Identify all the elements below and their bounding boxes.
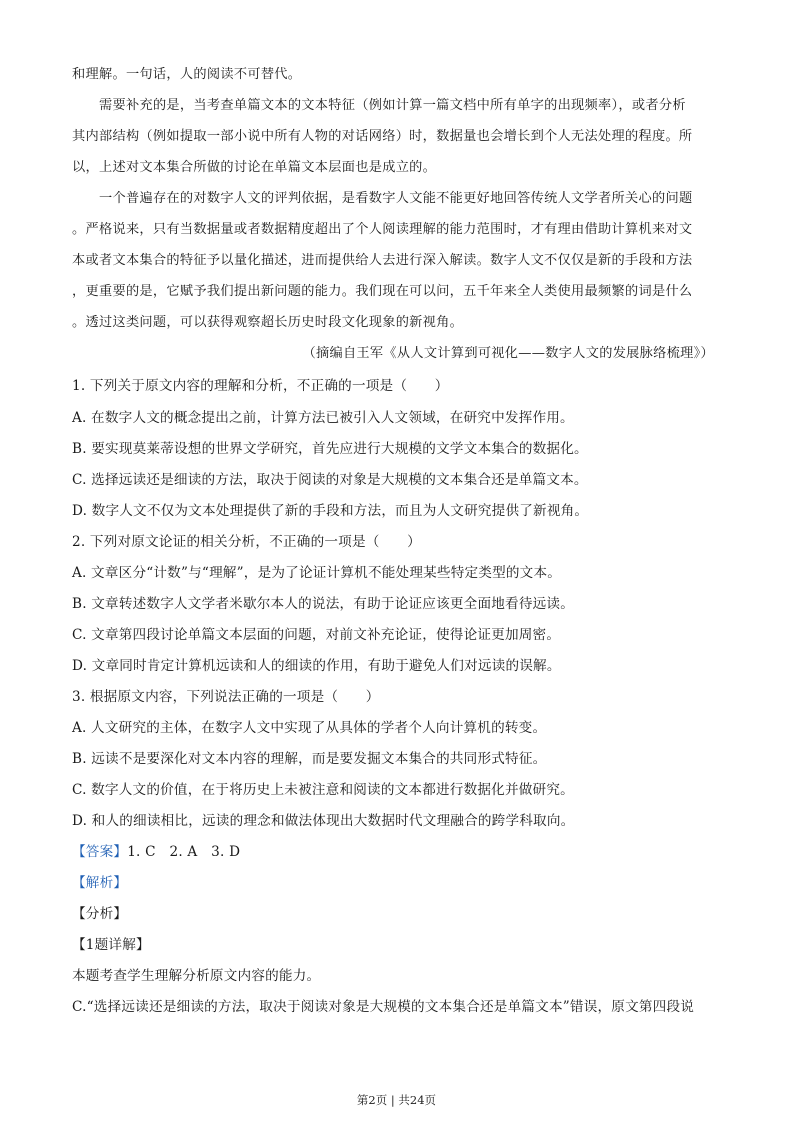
passage-line: 。严格说来，只有当数据量或者数据精度超出了个人阅读理解的能力范围时，才有理由借助计算机来对文: [72, 222, 693, 237]
answer-label: 【答案】: [72, 844, 128, 860]
question-option: B. 远读不是要深化对文本内容的理解，而是要发掘文本集合的共同形式特征。: [72, 751, 547, 767]
passage-line: 本或者文本集合的特征予以量化描述，进而提供给人去进行深入解读。数字人文不仅仅是新的手段和方法: [72, 253, 693, 268]
question-option: C. 选择远读还是细读的方法，取决于阅读的对象是大规模的文本集合还是单篇文本。: [72, 472, 588, 488]
question-option: D. 和人的细读相比，远读的理念和做法体现出大数据时代文理融合的跨学科取向。: [72, 813, 575, 829]
passage-line: ，更重要的是，它赋予我们提出新问题的能力。我们现在可以问，五千年来全人类使用最频繁的词是什么: [72, 284, 693, 299]
question-option: B. 要实现莫莱蒂设想的世界文学研究，首先应进行大规模的文学文本集合的数据化。: [72, 441, 588, 457]
page-footer: 第2页 | 共24页: [356, 1093, 437, 1107]
passage-line: 一个普遍存在的对数字人文的评判依据，是看数字人文能不能更好地回答传统人文学者所关心的问题: [99, 191, 693, 206]
fenxi-label: 【分析】: [72, 906, 128, 922]
question-option: A. 人文研究的主体，在数字人文中实现了从具体的学者个人向计算机的转变。: [72, 720, 547, 736]
answer-line: [72, 843, 240, 861]
analysis-label: 【解析】: [72, 875, 128, 891]
passage-line: 需要补充的是，当考查单篇文本的文本特征（例如计算一篇文档中所有单字的出现频率），或者分析: [99, 98, 686, 113]
detail-line: C.“选择远读还是细读的方法，取决于阅读对象是大规模的文本集合还是单篇文本”错误，原文第四段说: [72, 999, 695, 1015]
passage-line: 其内部结构（例如提取一部小说中所有人物的对话网络）时，数据量也会增长到个人无法处理的程度。所: [72, 129, 693, 144]
question-option: D. 数字人文不仅为文本处理提供了新的手段和方法，而且为人文研究提供了新视角。: [72, 503, 589, 519]
question-option: C. 文章第四段讨论单篇文本层面的问题，对前文补充论证，使得论证更加周密。: [72, 627, 561, 643]
question-option: A. 文章区分“计数”与“理解”，是为了论证计算机不能处理某些特定类型的文本。: [72, 565, 562, 581]
question-option: D. 文章同时肯定计算机远读和人的细读的作用，有助于避免人们对远读的误解。: [72, 658, 561, 674]
passage-line: 以，上述对文本集合所做的讨论在单篇文本层面也是成立的。: [72, 160, 437, 175]
answer-text: 1. C 2. A 3. D: [127, 844, 241, 860]
passage-source: （摘编自王军《从人文计算到可视化——数字人文的发展脉络梳理》）: [302, 346, 714, 361]
passage-line: 。透过这类问题，可以获得观察超长历史时段文化现象的新视角。: [72, 315, 464, 330]
question-stem: 3. 根据原文内容，下列说法正确的一项是（ ）: [72, 689, 380, 705]
passage-line: 和理解。一句话，人的阅读不可替代。: [72, 67, 302, 82]
question-stem: 1. 下列关于原文内容的理解和分析，不正确的一项是（ ）: [72, 378, 449, 394]
detail-label: 【1题详解】: [72, 937, 150, 953]
question-option: A. 在数字人文的概念提出之前，计算方法已被引入人文领域，在研究中发挥作用。: [72, 410, 574, 426]
question-stem: 2. 下列对原文论证的相关分析，不正确的一项是（ ）: [72, 534, 421, 550]
question-option: C. 数字人文的价值，在于将历史上未被注意和阅读的文本都进行数据化并做研究。: [72, 782, 574, 798]
question-option: B. 文章转述数字人文学者米歇尔本人的说法，有助于论证应该更全面地看待远读。: [72, 596, 575, 612]
detail-line: 本题考查学生理解分析原文内容的能力。: [72, 968, 321, 984]
